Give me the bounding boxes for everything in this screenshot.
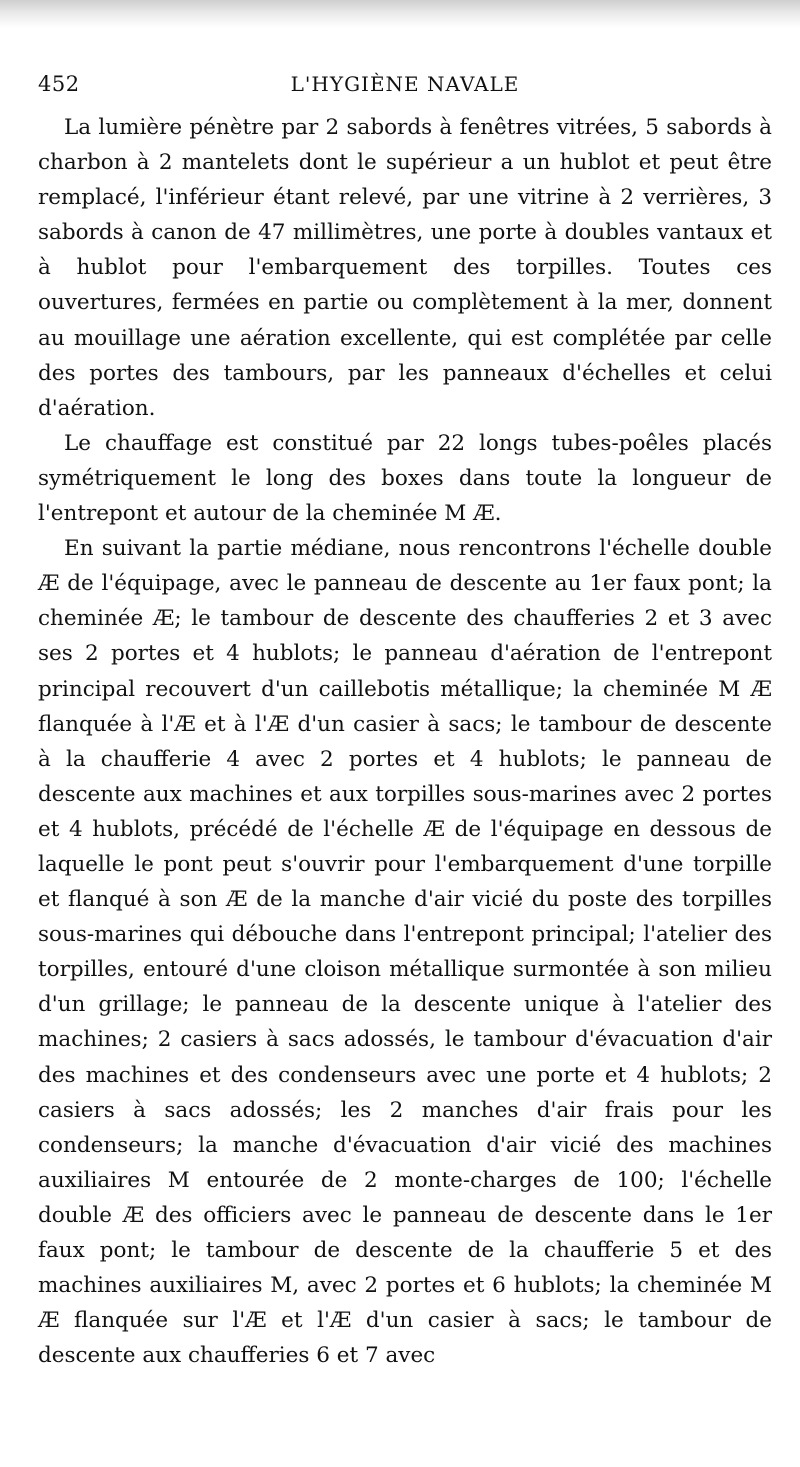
paragraph-median-layout: En suivant la partie médiane, nous rencontrons l'échelle double Ӕ de l'équipage, avec le panneau de descente au 1er faux pont; la cheminée Ӕ; le tambour de descente des chaufferies 2 et 3 avec ses 2 portes et 4 hublots; le panneau d'aération de l'entrepont principal recouvert d'un caillebotis métallique; la cheminée M Ӕ flanquée à l'Ӕ et à l'Æ d'un casier à sacs; le tambour de descente à la chaufferie 4 avec 2 portes et 4 hublots; le panneau de descente aux machines et aux torpilles sous-marines avec 2 portes et 4 hublots, précédé de l'échelle Æ de l'équipage en dessous de laquelle le pont peut s'ouvrir pour l'embarquement d'une torpille et flanqué à son Ӕ de la manche d'air vicié du poste des torpilles sous-marines qui débouche dans l'entrepont principal; l'atelier des torpilles, entouré d'une cloison métallique surmontée à son milieu d'un grillage; le panneau de la descente unique à l'atelier des machines; 2 casiers à sacs adossés, le tambour d'évacuation d'air des machines et des condenseurs avec une porte et 4 hublots; 2 casiers à sacs adossés; les 2 manches d'air frais pour les condenseurs; la manche d'évacuation d'air vicié des machines auxiliaires M entourée de 2 monte-charges de 100; l'échelle double Ӕ des officiers avec le panneau de descente dans le 1er faux pont; le tambour de descente de la chaufferie 5 et des machines auxiliaires M, avec 2 portes et 6 hublots; la cheminée M Æ flanquée sur l'Ӕ et l'Æ d'un casier à sacs; le tambour de descente aux chaufferies 6 et 7 avec xyxy=(38,536,772,1369)
paragraph-lighting: La lumière pénètre par 2 sabords à fenêtres vitrées, 5 sabords à charbon à 2 mantelets dont le supérieur a un hublot et peut être remplacé, l'inférieur étant relevé, par une vitrine à 2 verrières, 3 sabords à canon de 47 millimètres, une porte à doubles vantaux et à hublot pour l'embarquement des torpilles. Toutes ces ouvertures, fermées en partie ou complètement à la mer, donnent au mouillage une aération excellente, qui est complétée par celle des portes des tambours, par les panneaux d'échelles et celui d'aération. xyxy=(38,115,772,421)
book-page xyxy=(38,72,772,1373)
running-title: L'HYGIÈNE NAVALE xyxy=(290,72,520,96)
body-text xyxy=(38,110,772,1373)
scan-top-edge xyxy=(0,0,800,28)
page-number: 452 xyxy=(38,72,80,96)
running-header xyxy=(38,72,772,106)
paragraph-heating: Le chauffage est constitué par 22 longs tubes-poêles placés symétriquement le long des boxes dans toute la longueur de l'entrepont et autour de la cheminée M Æ. xyxy=(38,430,772,527)
